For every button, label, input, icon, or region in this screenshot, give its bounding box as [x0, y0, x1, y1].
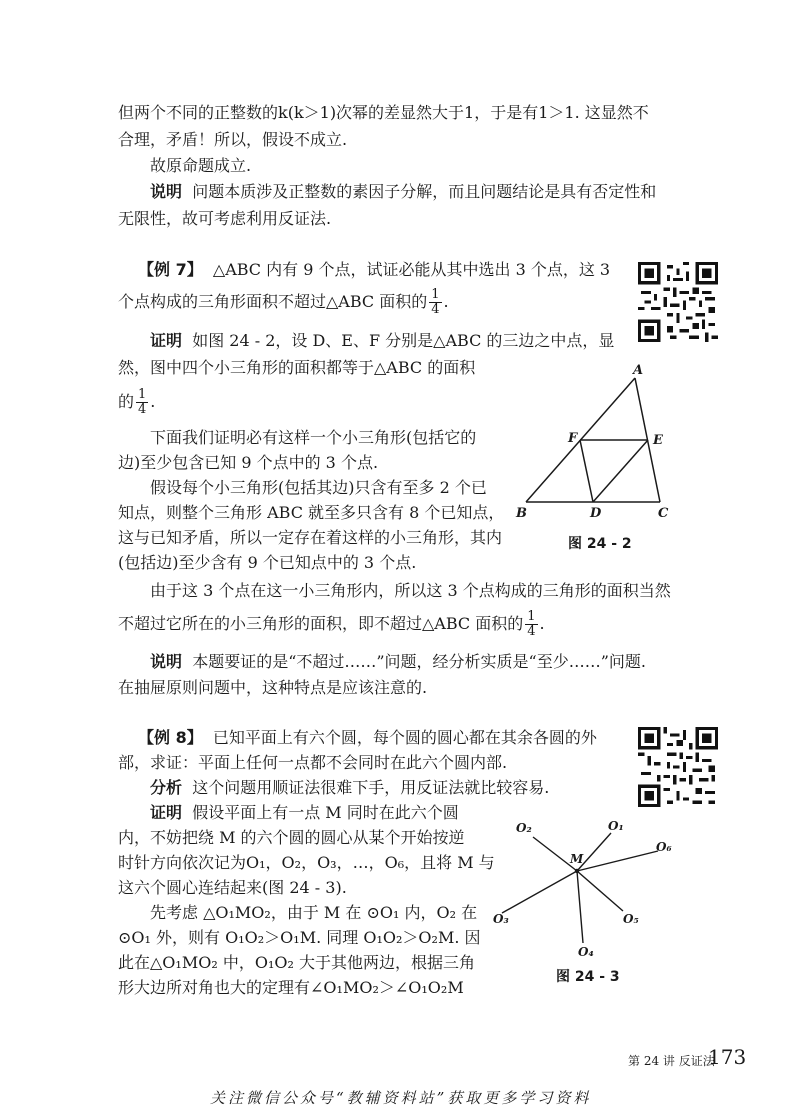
triangle-midline — [593, 440, 648, 502]
fraction-numerator: 1 — [138, 387, 147, 402]
text-line — [150, 181, 656, 203]
center-point — [575, 869, 579, 873]
point-label-o1: O₁ — [608, 819, 624, 833]
text-span: 已知平面上有六个圆，每个圆的圆心都在其余各圆的外 — [212, 728, 597, 747]
point-label-m: M — [570, 852, 584, 866]
analysis-label: 分析 — [150, 778, 183, 797]
triangle-midline — [580, 440, 593, 502]
note-label: 说明 — [150, 652, 183, 671]
proof-label: 证明 — [150, 331, 183, 350]
vertex-label-f: F — [568, 431, 578, 446]
text-line: 部，求证：平面上任何一点都不会同时在此六个圆内部. — [118, 753, 508, 772]
vertex-label-c: C — [658, 506, 669, 521]
text-span: 个点构成的三角形面积不超过△ABC 面积的 — [118, 292, 428, 311]
text-line: 在抽屉原则问题中，这种特点是应该注意的. — [118, 678, 428, 697]
text-line: 然，图中四个小三角形的面积都等于△ABC 的面积 — [118, 358, 476, 377]
center-segment — [502, 871, 577, 913]
qr-code-icon[interactable] — [638, 727, 718, 807]
text-line — [118, 388, 155, 417]
example-label: 【例 7】 — [138, 260, 203, 279]
text-line: 假设每个小三角形(包括其边)只含有至多 2 个已 — [150, 478, 487, 497]
note-label: 说明 — [150, 182, 183, 201]
fraction-one-quarter — [429, 288, 441, 317]
text-span: 的 — [118, 392, 135, 411]
text-span: △ABC 内有 9 个点，试证必能从其中选出 3 个点，这 3 — [212, 260, 611, 279]
qr-code-icon[interactable] — [638, 262, 718, 342]
text-line: 由于这 3 个点在这一小三角形内，所以这 3 个点构成的三角形的面积当然 — [150, 581, 671, 600]
fraction-numerator: 1 — [431, 287, 440, 302]
text-span: . — [443, 292, 449, 311]
point-label-o6: O₆ — [656, 840, 672, 854]
text-line: 边)至少包含已知 9 个点中的 3 个点. — [118, 453, 379, 472]
text-line: 内，不妨把绕 M 的六个圆的圆心从某个开始按逆 — [118, 828, 465, 847]
proof-label: 证明 — [150, 803, 183, 822]
triangle-figure — [510, 360, 680, 525]
circles-centers-figure — [490, 815, 690, 975]
fraction-one-quarter — [525, 610, 537, 639]
center-segment — [577, 871, 623, 911]
text-span: 这个问题用顺证法很难下手，用反证法就比较容易. — [192, 778, 550, 797]
text-line: 故原命题成立. — [150, 156, 252, 175]
vertex-label-d: D — [590, 506, 602, 521]
point-label-o4: O₄ — [578, 945, 594, 959]
center-segment — [577, 851, 658, 871]
text-line: 时针方向依次记为O₁，O₂，O₃，…，O₆，且将 M 与 — [118, 853, 495, 872]
point-label-o5: O₅ — [623, 912, 639, 926]
text-line — [118, 288, 449, 317]
text-span: 本题要证的是“不超过……”问题，经分析实质是“至少……”问题. — [192, 652, 646, 671]
text-line: 合理，矛盾！所以，假设不成立. — [118, 130, 348, 149]
watermark-text: 关注微信公众号“教辅资料站”获取更多学习资料 — [210, 1089, 592, 1107]
text-line: (包括边)至少含有 9 个已知点中的 3 个点. — [118, 553, 417, 572]
text-line — [150, 330, 614, 352]
point-label-o2: O₂ — [516, 821, 532, 835]
fraction-numerator: 1 — [527, 609, 536, 624]
example-label: 【例 8】 — [138, 728, 203, 747]
text-line: 知点，则整个三角形 ABC 就至多只含有 8 个已知点， — [118, 503, 505, 522]
chapter-title: 第 24 讲 反证法 — [628, 1054, 715, 1068]
text-span: . — [150, 392, 156, 411]
text-span: 假设平面上有一点 M 同时在此六个圆 — [192, 803, 459, 822]
text-line: 无限性，故可考虑利用反证法. — [118, 209, 332, 228]
point-label-o3: O₃ — [493, 912, 509, 926]
text-span: . — [539, 614, 545, 633]
text-line — [150, 777, 549, 799]
figure-caption: 图 24 - 2 — [568, 536, 632, 552]
vertex-label-a: A — [633, 363, 644, 378]
text-span: 如图 24 - 2，设 D、E、F 分别是△ABC 的三边之中点，显 — [192, 331, 615, 350]
text-line: 下面我们证明必有这样一个小三角形(包括它的 — [150, 428, 477, 447]
text-line: 此在△O₁MO₂ 中，O₁O₂ 大于其他两边，根据三角 — [118, 953, 475, 972]
text-line — [138, 259, 610, 281]
text-span: 问题本质涉及正整数的素因子分解，而且问题结论是具有否定性和 — [192, 182, 657, 201]
vertex-label-e: E — [653, 433, 663, 448]
fraction-denominator: 4 — [527, 624, 536, 639]
text-line: ⊙O₁ 外，则有 O₁O₂＞O₁M. 同理 O₁O₂＞O₂M. 因 — [118, 928, 481, 947]
figure-caption: 图 24 - 3 — [556, 969, 620, 985]
text-line: 但两个不同的正整数的k(k＞1)次幂的差显然大于1，于是有1＞1. 这显然不 — [118, 103, 649, 122]
text-line — [150, 651, 646, 673]
fraction-denominator: 4 — [138, 402, 147, 417]
text-line: 这六个圆心连结起来(图 24 - 3). — [118, 878, 347, 897]
vertex-label-b: B — [516, 506, 527, 521]
fraction-one-quarter — [136, 388, 148, 417]
fraction-denominator: 4 — [431, 302, 440, 317]
page-number: 173 — [708, 1045, 747, 1069]
text-span: 不超过它所在的小三角形的面积，即不超过△ABC 面积的 — [118, 614, 524, 633]
text-line — [150, 802, 459, 824]
text-line — [138, 727, 597, 749]
text-line: 形大边所对角也大的定理有∠O₁MO₂＞∠O₁O₂M — [118, 978, 464, 997]
center-segment — [577, 871, 583, 943]
text-line: 先考虑 △O₁MO₂，由于 M 在 ⊙O₁ 内，O₂ 在 — [150, 903, 478, 922]
text-line — [118, 610, 545, 639]
text-line: 这与已知矛盾，所以一定存在着这样的小三角形，其内 — [118, 528, 503, 547]
